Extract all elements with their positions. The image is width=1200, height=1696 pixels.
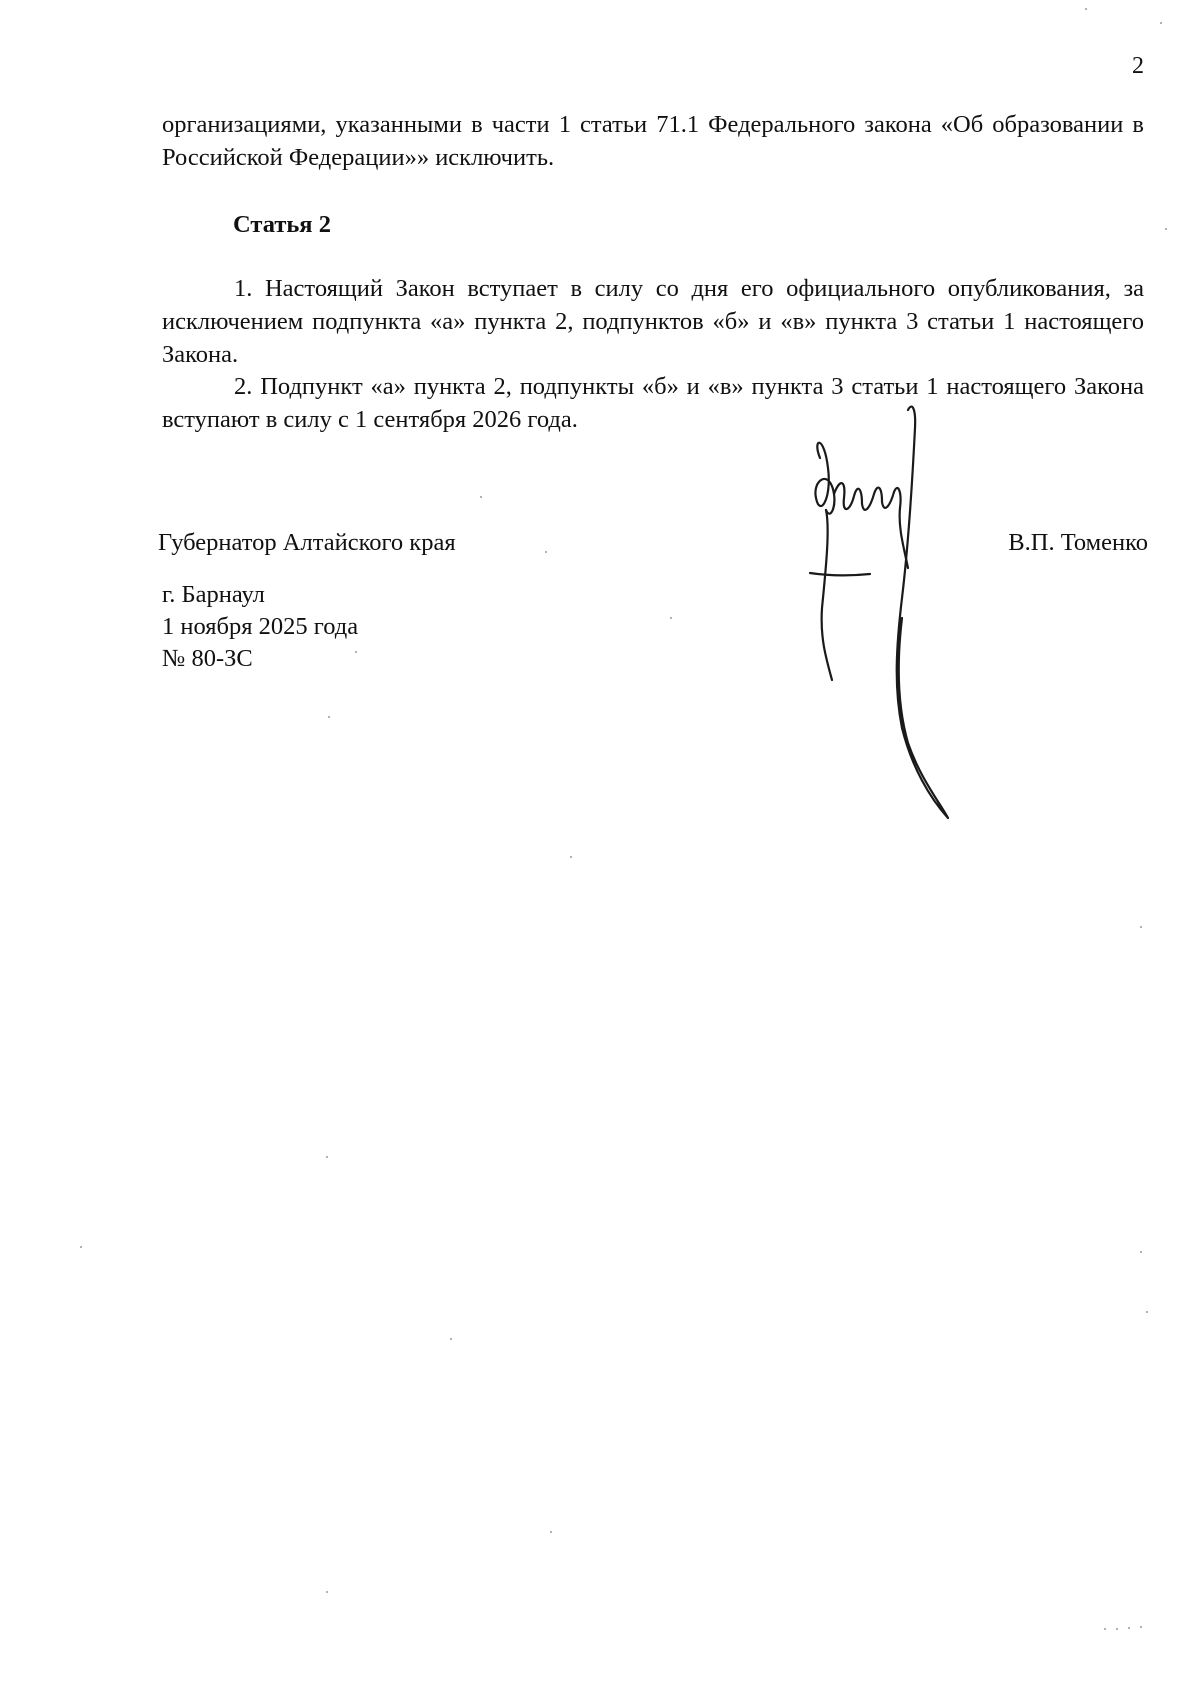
article-paragraph-2: 2. Подпункт «а» пункта 2, подпункты «б» и «в» пункта 3 статьи 1 настоящего Закона вступают в силу с 1 сентября 2026 года. — [162, 373, 1144, 433]
article-heading: Статья 2 — [233, 211, 331, 238]
place-date-block — [162, 579, 358, 675]
article-paragraph-1: 1. Настоящий Закон вступает в силу со дня его официального опубликования, за исключением подпункта «а» пункта 2, подпунктов «б» и «в» пункта 3 статьи 1 настоящего Закона. — [162, 275, 1144, 368]
page-number: 2 — [1132, 53, 1144, 79]
handwritten-signature — [790, 398, 990, 828]
signatory-name: В.П. Томенко — [1008, 529, 1148, 556]
city: г. Барнаул — [162, 581, 265, 608]
law-number: № 80-ЗС — [162, 645, 253, 672]
continuation-paragraph: организациями, указанными в части 1 статьи 71.1 Федерального закона «Об образовании в Российской Федерации»» исключить. — [162, 111, 1144, 171]
law-date: 1 ноября 2025 года — [162, 613, 359, 640]
signatory-title: Губернатор Алтайского края — [158, 529, 456, 556]
